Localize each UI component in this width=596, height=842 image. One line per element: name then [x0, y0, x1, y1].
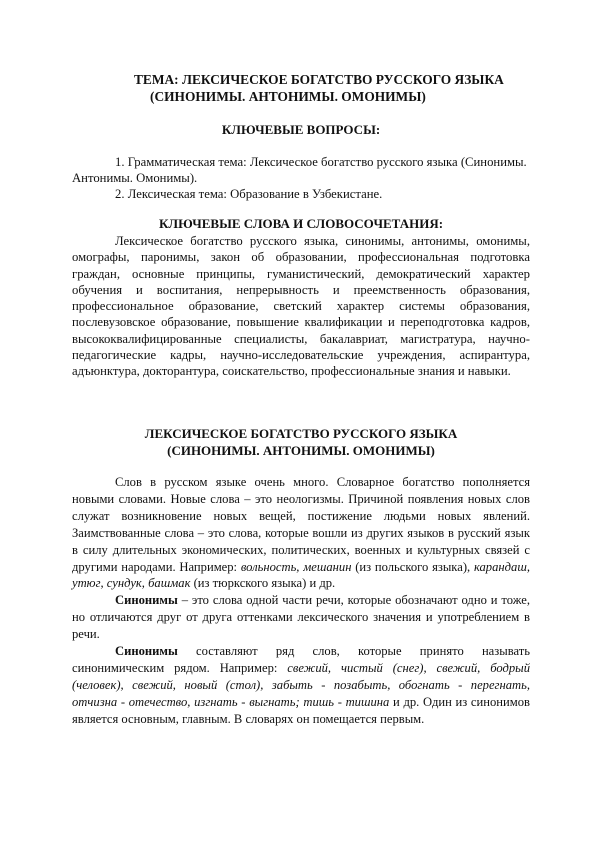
paragraph-synonym-series: [72, 643, 530, 728]
paragraph-text: (из польского языка),: [351, 559, 474, 574]
key-question-1: 1. Грамматическая тема: Лексическое богатство русского языка (Синонимы. Антонимы. Омонимы).: [72, 155, 527, 185]
section-title-line1: ЛЕКСИЧЕСКОЕ БОГАТСТВО РУССКОГО ЯЗЫКА: [144, 426, 458, 441]
key-questions-list: [72, 154, 530, 202]
page-title: [72, 71, 530, 105]
section-title: [72, 425, 530, 459]
page-title-line1: ТЕМА: ЛЕКСИЧЕСКОЕ БОГАТСТВО РУССКОГО ЯЗЫКА: [134, 72, 504, 87]
paragraph-text: – это слова одной части речи, которые обозначают одно и тоже, но отличаются друг от друга оттенками лексического значения и употреблением в речи.: [72, 593, 530, 642]
section-body: [72, 474, 530, 728]
example-synonyms: свежий, чистый (снег), свежий, бодрый (человек), свежий, новый (стол), забыть - позабыть, обогнать - перегнать, отчизна - отечество, изгнать - выгнать; тишь - тишина: [72, 660, 530, 709]
term-synonyms: Синонимы: [115, 644, 178, 659]
keywords-heading: КЛЮЧЕВЫЕ СЛОВА И СЛОВОСОЧЕТАНИЯ:: [158, 216, 444, 231]
example-turkic-words: карандаш, утюг, сундук, башмак: [72, 559, 530, 591]
paragraph-text: (из тюркского языка) и др.: [190, 576, 336, 591]
paragraph-borrowed-words: [72, 474, 530, 592]
section-title-line2: (СИНОНИМЫ. АНТОНИМЫ. ОМОНИМЫ): [167, 443, 435, 458]
paragraph-text: составляют ряд слов, которые принято называть синонимическим рядом. Например:: [72, 644, 530, 675]
key-questions-heading: КЛЮЧЕВЫЕ ВОПРОСЫ:: [221, 122, 381, 137]
paragraph-text: и др. Один из синонимов является основным, главным. В словарях он помещается первым.: [72, 694, 530, 726]
key-question-2: 2. Лексическая тема: Образование в Узбекистане.: [115, 187, 383, 201]
page-title-line2: (СИНОНИМЫ. АНТОНИМЫ. ОМОНИМЫ): [150, 89, 426, 104]
keywords-paragraph: Лексическое богатство русского языка, синонимы, антонимы, омонимы, омографы, паронимы, закон об образовании, профессиональная подготовка граждан, основные принципы, гуманистический, демократический характер обучения и воспитания, непрерывность и преемственность образования, профессиональное образование, светский характер системы образования, послевузовское образование, повышение квалификации и переподготовка кадров, высококвалифицированные специалисты, бакалавриат, магистратура, научно-педагогические кадры, научно-исследовательские учреждения, аспирантура, адъюнктура, докторантура, соискательство, профессиональные знания и навыки.: [72, 234, 530, 379]
term-synonyms: Синонимы: [115, 593, 178, 608]
paragraph-text: Слов в русском языке очень много. Словарное богатство пополняется новыми словами. Новые слова – это неологизмы. Причиной появления новых слов служат возникновение новых вещей, постижение людьми новых явлений. Заимствованные слова – это слова, которые вошли из других языков в русский язык в силу длительных экономических, политических, военных и культурных связей с другими народами. Например:: [72, 475, 530, 574]
paragraph-synonyms-definition: [72, 592, 530, 643]
example-polish-words: вольность, мешанин: [240, 559, 352, 574]
